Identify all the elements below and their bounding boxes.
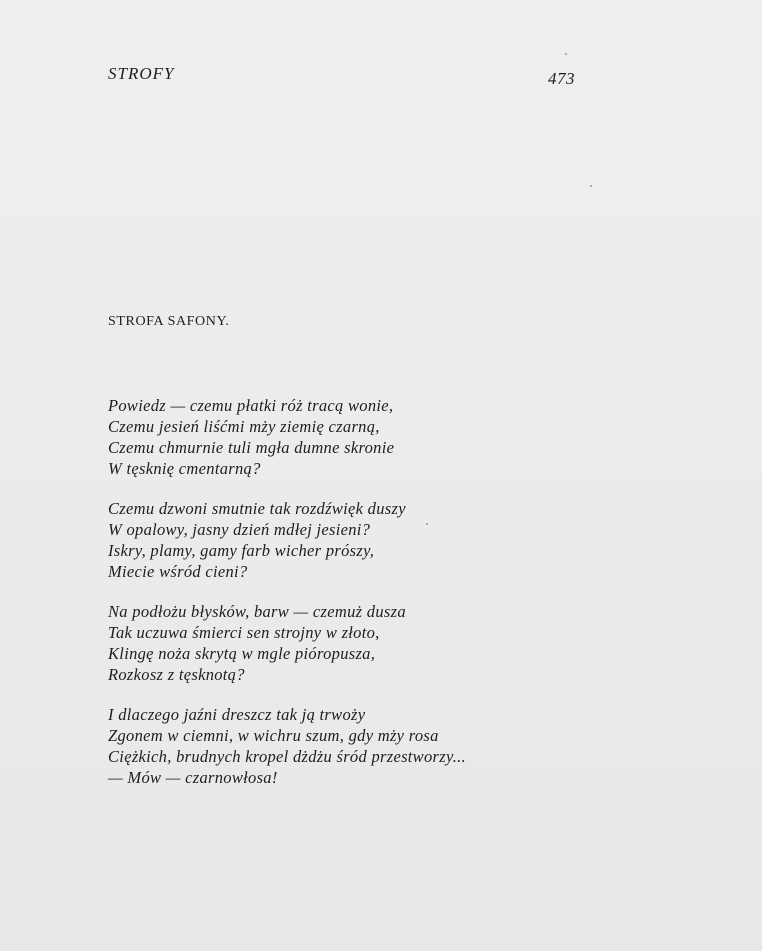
- poem-body: [108, 395, 628, 807]
- stanza-1: [108, 395, 628, 479]
- poem-line: Ciężkich, brudnych kropel dżdżu śród przestworzy...: [108, 747, 466, 766]
- stanza-4: [108, 704, 628, 788]
- poem-line: Czemu dzwoni smutnie tak rozdźwięk duszy: [108, 499, 406, 518]
- paper-speck: [426, 523, 428, 525]
- poem-line: Miecie wśród cieni?: [108, 562, 248, 581]
- stanza-2: [108, 498, 628, 582]
- poem-line: Na podłożu błysków, barw — czemuż dusza: [108, 602, 406, 621]
- poem-line: Czemu jesień liśćmi mży ziemię czarną,: [108, 417, 380, 436]
- poem-line: I dlaczego jaźni dreszcz tak ją trwoży: [108, 705, 366, 724]
- poem-line: W tęsknię cmentarną?: [108, 459, 261, 478]
- poem-line: Zgonem w ciemni, w wichru szum, gdy mży rosa: [108, 726, 439, 745]
- poem-line: Rozkosz z tęsknotą?: [108, 665, 245, 684]
- poem-line: Powiedz — czemu płatki róż tracą wonie,: [108, 396, 394, 415]
- page-number: 473: [548, 69, 575, 88]
- paper-speck: [590, 185, 592, 187]
- poem-title: STROFA SAFONY.: [108, 314, 230, 329]
- stanza-3: [108, 601, 628, 685]
- poem-line: W opalowy, jasny dzień mdłej jesieni?: [108, 520, 371, 539]
- running-head: STROFY: [108, 64, 175, 83]
- poem-line: Klingę noża skrytą w mgle pióropusza,: [108, 644, 376, 663]
- poem-line: — Mów — czarnowłosa!: [108, 768, 278, 787]
- paper-speck: [565, 53, 567, 55]
- poem-line: Czemu chmurnie tuli mgła dumne skronie: [108, 438, 395, 457]
- poem-line: Iskry, plamy, gamy farb wicher prószy,: [108, 541, 375, 560]
- poem-line: Tak uczuwa śmierci sen strojny w złoto,: [108, 623, 380, 642]
